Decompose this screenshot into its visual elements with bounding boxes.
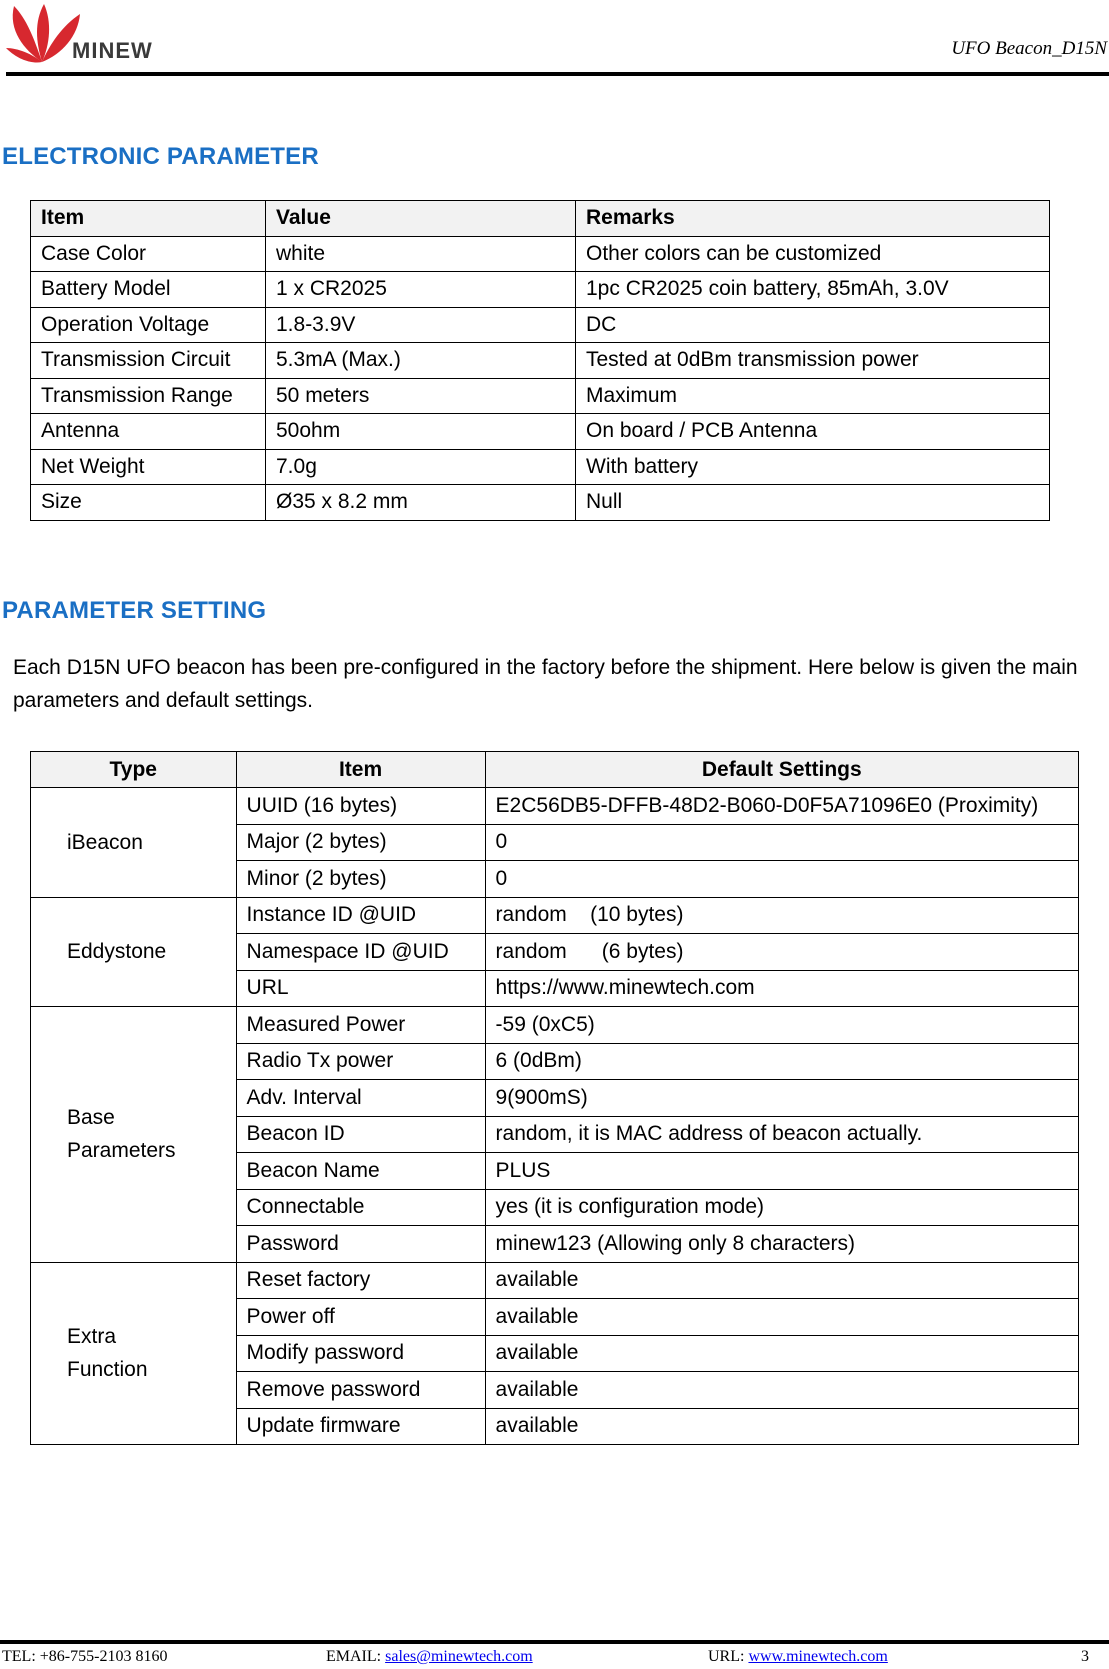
cell-item: Operation Voltage [31, 307, 266, 343]
cell-item: Adv. Interval [236, 1080, 485, 1117]
parameter-description: Each D15N UFO beacon has been pre-configured in the factory before the shipment. Here below is given the main parameters and default settings. [13, 656, 1078, 712]
cell-type: Eddystone [31, 897, 237, 1007]
cell-value: 50 meters [266, 378, 576, 414]
cell-remarks: 1pc CR2025 coin battery, 85mAh, 3.0V [576, 272, 1050, 308]
footer-url [708, 1648, 888, 1666]
column-header-item: Item [236, 752, 485, 788]
cell-item: Remove password [236, 1372, 485, 1409]
cell-default-setting: available [485, 1372, 1078, 1409]
cell-remarks: With battery [576, 449, 1050, 485]
cell-default-setting: 0 [485, 861, 1078, 898]
table-row [31, 788, 1079, 825]
table-row [31, 414, 1050, 450]
page-number: 3 [1081, 1648, 1089, 1665]
cell-item: Transmission Range [31, 378, 266, 414]
cell-type: Base Parameters [31, 1007, 237, 1263]
table-row [31, 897, 1079, 934]
page-header [0, 0, 1109, 80]
cell-remarks: Other colors can be customized [576, 236, 1050, 272]
email-link[interactable]: sales@minewtech.com [385, 1648, 533, 1665]
cell-type: Extra Function [31, 1262, 237, 1445]
cell-remarks: Maximum [576, 378, 1050, 414]
cell-value: 1.8-3.9V [266, 307, 576, 343]
minew-logo [4, 0, 174, 68]
cell-default-setting: minew123 (Allowing only 8 characters) [485, 1226, 1078, 1263]
cell-item: Modify password [236, 1335, 485, 1372]
cell-item: Transmission Circuit [31, 343, 266, 379]
footer-email-label: EMAIL: [326, 1648, 386, 1665]
cell-item: Power off [236, 1299, 485, 1336]
table-row [31, 378, 1050, 414]
document-title: UFO Beacon_D15N [951, 38, 1107, 59]
cell-item: Battery Model [31, 272, 266, 308]
footer-url-label: URL: [708, 1648, 749, 1665]
cell-remarks: DC [576, 307, 1050, 343]
cell-item: Minor (2 bytes) [236, 861, 485, 898]
cell-item: Namespace ID @UID [236, 934, 485, 971]
table-row [31, 307, 1050, 343]
electronic-parameter-table [30, 200, 1050, 521]
cell-item: Instance ID @UID [236, 897, 485, 934]
cell-default-setting: available [485, 1262, 1078, 1299]
column-header-value: Value [266, 201, 576, 237]
footer-email [326, 1648, 533, 1666]
table-row [31, 236, 1050, 272]
cell-item: Beacon Name [236, 1153, 485, 1190]
cell-default-setting: -59 (0xC5) [485, 1007, 1078, 1044]
cell-default-setting: random (6 bytes) [485, 934, 1078, 971]
table-header-row [31, 201, 1050, 237]
cell-default-setting: E2C56DB5-DFFB-48D2-B060-D0F5A71096E0 (Proximity) [485, 788, 1078, 825]
cell-value: 7.0g [266, 449, 576, 485]
column-header-default-settings: Default Settings [485, 752, 1078, 788]
cell-item: Password [236, 1226, 485, 1263]
table-row [31, 1262, 1079, 1299]
cell-value: 50ohm [266, 414, 576, 450]
cell-item: Net Weight [31, 449, 266, 485]
parameter-setting-heading: PARAMETER SETTING [2, 597, 267, 624]
parameter-setting-table [30, 751, 1079, 1445]
cell-item: Measured Power [236, 1007, 485, 1044]
logo-text: MINEW [72, 38, 153, 63]
cell-item: Major (2 bytes) [236, 824, 485, 861]
cell-default-setting: 6 (0dBm) [485, 1043, 1078, 1080]
electronic-parameter-heading: ELECTRONIC PARAMETER [2, 143, 319, 170]
table-row [31, 1007, 1079, 1044]
column-header-remarks: Remarks [576, 201, 1050, 237]
table-header-row [31, 752, 1079, 788]
cell-default-setting: https://www.minewtech.com [485, 970, 1078, 1007]
column-header-type: Type [31, 752, 237, 788]
cell-remarks: Null [576, 485, 1050, 521]
footer-divider [0, 1640, 1109, 1644]
cell-item: Connectable [236, 1189, 485, 1226]
cell-default-setting: yes (it is configuration mode) [485, 1189, 1078, 1226]
table-row [31, 343, 1050, 379]
cell-item: Beacon ID [236, 1116, 485, 1153]
cell-item: Reset factory [236, 1262, 485, 1299]
footer-tel: TEL: +86-755-2103 8160 [2, 1648, 168, 1665]
cell-default-setting: 9(900mS) [485, 1080, 1078, 1117]
cell-default-setting: random (10 bytes) [485, 897, 1078, 934]
cell-item: Size [31, 485, 266, 521]
cell-default-setting: 0 [485, 824, 1078, 861]
cell-default-setting: PLUS [485, 1153, 1078, 1190]
table-row [31, 485, 1050, 521]
cell-item: Radio Tx power [236, 1043, 485, 1080]
cell-default-setting: available [485, 1335, 1078, 1372]
cell-item: Update firmware [236, 1408, 485, 1445]
column-header-item: Item [31, 201, 266, 237]
website-link[interactable]: www.minewtech.com [748, 1648, 888, 1665]
header-divider [6, 72, 1109, 76]
cell-item: UUID (16 bytes) [236, 788, 485, 825]
cell-default-setting: random, it is MAC address of beacon actually. [485, 1116, 1078, 1153]
table-row [31, 449, 1050, 485]
cell-item: Antenna [31, 414, 266, 450]
cell-value: white [266, 236, 576, 272]
cell-value: 1 x CR2025 [266, 272, 576, 308]
cell-remarks: Tested at 0dBm transmission power [576, 343, 1050, 379]
table-row [31, 272, 1050, 308]
cell-remarks: On board / PCB Antenna [576, 414, 1050, 450]
cell-value: 5.3mA (Max.) [266, 343, 576, 379]
cell-default-setting: available [485, 1408, 1078, 1445]
cell-item: URL [236, 970, 485, 1007]
cell-item: Case Color [31, 236, 266, 272]
cell-value: Ø35 x 8.2 mm [266, 485, 576, 521]
cell-default-setting: available [485, 1299, 1078, 1336]
cell-type: iBeacon [31, 788, 237, 898]
